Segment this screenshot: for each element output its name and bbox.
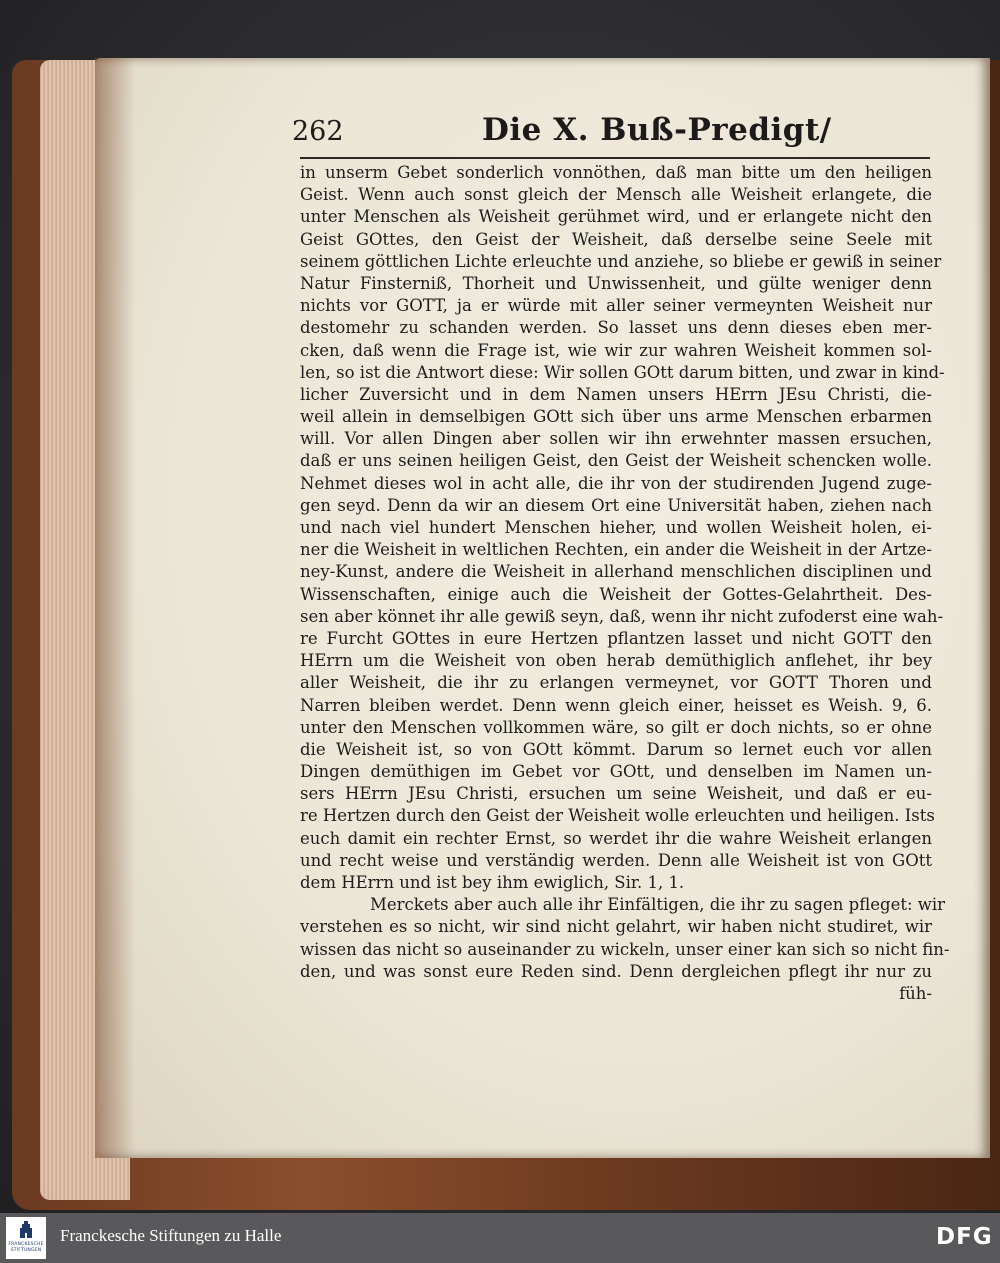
text-line: und recht weise und verständig werden. Denn alle Weisheit ist von GOtt (300, 850, 932, 870)
logo-text-line: STIFTUNGEN (10, 1247, 42, 1253)
text-line: und nach viel hundert Menschen hieher, und wollen Weisheit holen, ei- (300, 518, 932, 537)
institution-name: Franckesche Stiftungen zu Halle (60, 1226, 282, 1245)
text-line: unter den Menschen vollkommen wäre, so gilt er doch nichts, so er ohne (300, 717, 932, 737)
text-line: seinem göttlichen Lichte erleuchte und anziehe, so bliebe er gewiß in seiner (300, 251, 942, 271)
text-line: aller Weisheit, die ihr zu erlangen vermeynet, vor GOTT Thoren und (300, 673, 932, 693)
text-line: re Hertzen durch den Geist der Weisheit wolle erleuchten und heiligen. Ists (300, 806, 935, 826)
text-line: licher Zuversicht und in dem Namen unsers HErrn JEsu Christi, die- (300, 384, 932, 404)
text-line: verstehen es so nicht, wir sind nicht gelahrt, wir haben nicht studiret, wir (300, 917, 932, 937)
text-line: unter Menschen als Weisheit gerühmet wird, und er erlangete nicht den (300, 207, 932, 227)
orphanage-building-icon (19, 1221, 33, 1239)
text-line: ner die Weisheit in weltlichen Rechten, ein ander die Weisheit in der Artze- (300, 540, 932, 560)
text-line: in unserm Gebet sonderlich vonnöthen, daß man bitte um den heiligen (300, 163, 932, 182)
text-line: destomehr zu schanden werden. So lasset uns denn dieses eben mer- (300, 318, 932, 338)
institution-logo[interactable] (6, 1217, 46, 1259)
text-line: len, so ist die Antwort diese: Wir sollen GOtt darum bitten, und zwar in kind- (300, 362, 945, 382)
paragraph-start-line: Merckets aber auch alle ihr Einfältigen, die ihr zu sagen pfleget: wir (370, 895, 946, 915)
text-line: Wissenschaften, einige auch die Weisheit der Gottes-Gelahrtheit. Des- (300, 584, 932, 604)
logo-text (6, 1242, 46, 1253)
footer-bar (0, 1213, 1000, 1263)
text-line: euch damit ein rechter Ernst, so werdet ihr die wahre Weisheit erlangen (300, 828, 932, 848)
text-line: Geist. Wenn auch sonst gleich der Mensch alle Weisheit erlangete, die (300, 185, 932, 205)
catchword: füh- (899, 983, 932, 1003)
text-line: dem HErrn und ist bey ihm ewiglich, Sir. 1, 1. (300, 873, 685, 892)
page-header (292, 110, 932, 156)
text-line: weil allein in demselbigen GOtt sich über uns arme Menschen erbarmen (300, 407, 932, 427)
text-line: ney-Kunst, andere die Weisheit in allerhand menschlichen disciplinen und (300, 562, 932, 582)
text-line: sen aber könnet ihr alle gewiß seyn, daß, wenn ihr nicht zufoderst eine wah- (300, 606, 944, 626)
text-line: daß er uns seinen heiligen Geist, den Geist der Weisheit schencken wolle. (300, 451, 932, 471)
running-title: Die X. Buß-Predigt/ (482, 112, 832, 148)
text-line: Dingen demüthigen im Gebet vor GOtt, und denselben im Namen un- (300, 762, 932, 782)
body-text (300, 162, 950, 1005)
logo-text-line: FRANCKESCHE (8, 1242, 44, 1247)
page-gutter-shadow (95, 58, 135, 1158)
text-line: gen seyd. Denn da wir an diesem Ort eine Universität haben, ziehen nach (300, 495, 932, 515)
text-line: re Furcht GOttes in eure Hertzen pflantzen lasset und nicht GOTT den (300, 628, 932, 648)
header-rule (300, 157, 930, 159)
text-line: nichts vor GOTT, ja er würde mit aller seiner vermeynten Weisheit nur (300, 296, 932, 316)
text-line: Natur Finsterniß, Thorheit und Unwissenheit, und gülte weniger denn (300, 273, 932, 293)
text-line: will. Vor allen Dingen aber sollen wir ihn erwehnter massen ersuchen, (300, 429, 932, 449)
text-line: wissen das nicht so auseinander zu wickeln, unser einer kan sich so nicht fin- (300, 939, 950, 959)
text-line: Nehmet dieses wol in acht alle, die ihr von der studirenden Jugend zuge- (300, 473, 932, 493)
text-line: Narren bleiben werdet. Denn wenn gleich einer, heisset es Weish. 9, 6. (300, 695, 932, 715)
text-line: die Weisheit ist, so von GOtt kömmt. Darum so lernet euch vor allen (300, 739, 932, 759)
dfg-logo[interactable]: DFG (936, 1224, 993, 1250)
text-line: sers HErrn JEsu Christi, ersuchen um seine Weisheit, und daß er eu- (300, 784, 932, 804)
text-line: den, und was sonst eure Reden sind. Denn dergleichen pflegt ihr nur zu (300, 961, 932, 981)
page-number: 262 (292, 116, 344, 147)
text-line: Geist GOttes, den Geist der Weisheit, daß derselbe seine Seele mit (300, 229, 932, 249)
text-line: cken, daß wenn die Frage ist, wie wir zur wahren Weisheit kommen sol- (300, 340, 932, 360)
text-line: HErrn um die Weisheit von oben herab demüthiglich anflehet, ihr bey (300, 651, 932, 671)
